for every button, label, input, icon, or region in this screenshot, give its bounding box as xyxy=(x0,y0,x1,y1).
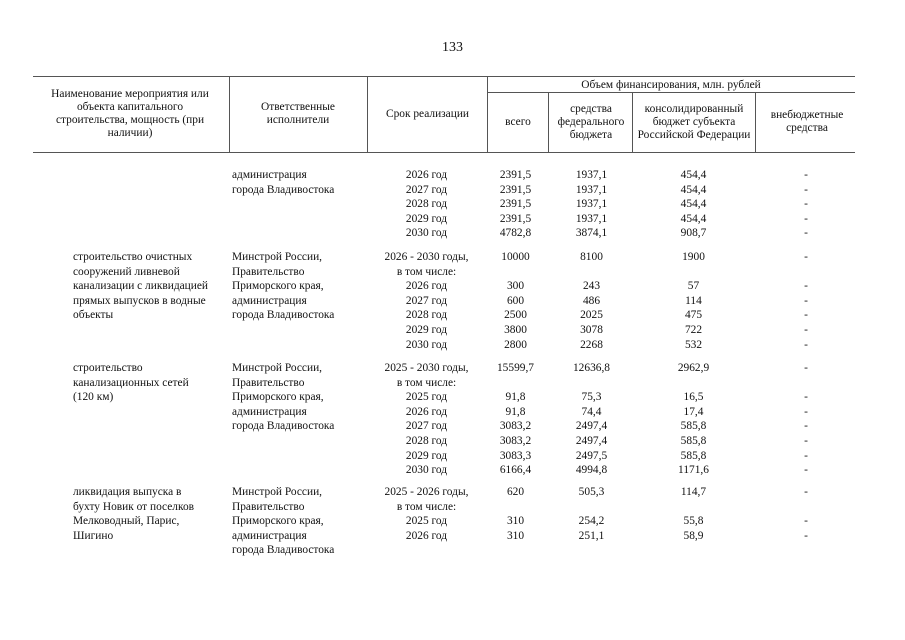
object-name-line: прямых выпусков в водные xyxy=(73,294,206,307)
federal-cell: 3874,1 xyxy=(575,227,608,240)
term-cell: 2029 год xyxy=(405,212,448,225)
consolidated-cell: 58,9 xyxy=(683,529,704,542)
federal-cell: 1937,1 xyxy=(575,198,608,211)
consolidated-cell: 57 xyxy=(687,280,700,293)
federal-cell: 3078 xyxy=(580,324,603,336)
col-divider-3 xyxy=(487,76,488,152)
federal-cell: 12636,8 xyxy=(572,362,611,374)
header-consolidated: консолидированный бюджет субъекта Российской Федерации xyxy=(637,102,751,141)
total-cell: 91,8 xyxy=(505,391,526,404)
extrabudget-cell: - xyxy=(804,464,808,477)
term-cell: 2027 год xyxy=(405,294,448,307)
col-divider-1 xyxy=(229,76,230,152)
federal-cell: 1937,1 xyxy=(575,183,608,196)
executor-line: Приморского края, xyxy=(232,515,324,528)
term-cell: в том числе: xyxy=(396,376,457,389)
term-cell: 2030 год xyxy=(405,227,448,240)
total-cell: 310 xyxy=(506,529,525,542)
header-federal: средства федерального бюджета xyxy=(557,102,625,141)
total-cell: 2391,5 xyxy=(499,212,532,225)
extrabudget-cell: - xyxy=(804,251,808,263)
executor-line: города Владивостока xyxy=(232,309,335,322)
term-cell: 2028 год xyxy=(405,198,448,211)
object-name-line: канализации с ликвидацией xyxy=(73,280,209,293)
extrabudget-cell: - xyxy=(804,391,808,404)
extrabudget-cell: - xyxy=(804,294,808,307)
consolidated-cell: 55,8 xyxy=(683,515,704,528)
header-extrabudget: внебюджетные средства xyxy=(770,109,844,134)
object-name-line: строительство очистных xyxy=(73,251,193,263)
consolidated-cell: 532 xyxy=(684,338,703,351)
total-cell: 2500 xyxy=(504,309,527,322)
total-cell: 15599,7 xyxy=(496,362,535,374)
federal-cell: 74,4 xyxy=(581,405,602,418)
executor-line: администрация xyxy=(232,169,307,181)
consolidated-cell: 114,7 xyxy=(680,486,707,498)
term-cell: 2025 - 2030 годы, xyxy=(384,362,469,374)
federal-cell: 75,3 xyxy=(581,391,602,404)
federal-cell: 251,1 xyxy=(578,529,605,542)
consolidated-cell: 585,8 xyxy=(680,420,707,433)
total-cell: 620 xyxy=(506,486,525,498)
federal-cell: 254,2 xyxy=(578,515,605,528)
header-name: Наименование мероприятия или объекта капитального строительства, мощность (при наличии) xyxy=(51,88,209,139)
consolidated-cell: 454,4 xyxy=(680,212,707,225)
extrabudget-cell: - xyxy=(804,324,808,336)
total-cell: 2391,5 xyxy=(499,183,532,196)
executor-line: администрация xyxy=(232,294,307,307)
object-name-line: сооружений ливневой xyxy=(73,265,180,278)
consolidated-cell: 1171,6 xyxy=(678,464,709,477)
executor-line: Правительство xyxy=(232,500,305,513)
extrabudget-cell: - xyxy=(804,529,808,542)
total-cell: 3083,3 xyxy=(499,449,532,462)
federal-cell: 2497,4 xyxy=(575,435,608,447)
executor-line: города Владивостока xyxy=(232,420,335,433)
object-name-line: бухту Новик от поселков xyxy=(73,500,195,513)
object-name-line: строительство xyxy=(73,362,143,374)
extrabudget-cell: - xyxy=(804,435,808,447)
total-cell: 3800 xyxy=(504,324,527,336)
extrabudget-cell: - xyxy=(804,486,808,498)
header-funding: Объем финансирования, млн. рублей xyxy=(581,78,761,91)
term-cell: в том числе: xyxy=(396,500,457,513)
term-cell: 2029 год xyxy=(405,449,448,462)
consolidated-cell: 585,8 xyxy=(680,449,707,462)
consolidated-cell: 17,4 xyxy=(683,405,704,418)
col-divider-2 xyxy=(367,76,368,152)
extrabudget-cell: - xyxy=(804,449,808,462)
object-name-line: Мелководный, Парис, xyxy=(73,515,180,528)
term-cell: 2027 год xyxy=(405,183,448,196)
total-cell: 91,8 xyxy=(505,405,526,418)
consolidated-cell: 1900 xyxy=(682,251,705,263)
executor-line: Правительство xyxy=(232,376,305,389)
executor-line: администрация xyxy=(232,405,307,418)
object-name-line: объекты xyxy=(73,309,114,322)
header-bottom-border xyxy=(33,152,855,153)
term-cell: 2025 год xyxy=(405,515,448,528)
term-cell: 2026 - 2030 годы, xyxy=(384,251,469,263)
executor-line: Минстрой России, xyxy=(232,486,323,498)
col-divider-6 xyxy=(755,92,756,152)
term-cell: 2030 год xyxy=(405,338,448,351)
executor-line: Приморского края, xyxy=(232,391,324,404)
term-cell: в том числе: xyxy=(396,265,457,278)
term-cell: 2028 год xyxy=(405,435,448,447)
consolidated-cell: 454,4 xyxy=(680,183,707,196)
total-cell: 3083,2 xyxy=(499,435,532,447)
extrabudget-cell: - xyxy=(804,362,808,374)
col-divider-4 xyxy=(548,92,549,152)
term-cell: 2026 год xyxy=(405,169,448,181)
extrabudget-cell: - xyxy=(804,515,808,528)
federal-cell: 486 xyxy=(582,294,601,307)
col-divider-5 xyxy=(632,92,633,152)
total-cell: 2391,5 xyxy=(499,198,532,211)
object-name-line: канализационных сетей xyxy=(73,376,189,389)
term-cell: 2029 год xyxy=(405,324,448,336)
term-cell: 2030 год xyxy=(405,464,448,477)
total-cell: 310 xyxy=(506,515,525,528)
federal-cell: 2025 xyxy=(580,309,603,322)
federal-cell: 2497,4 xyxy=(575,420,608,433)
page-number: 133 xyxy=(442,40,463,55)
term-cell: 2027 год xyxy=(405,420,448,433)
federal-cell: 2268 xyxy=(580,338,603,351)
extrabudget-cell: - xyxy=(804,169,808,181)
consolidated-cell: 16,5 xyxy=(683,391,704,404)
federal-cell: 243 xyxy=(582,280,601,293)
total-cell: 4782,8 xyxy=(499,227,532,240)
extrabudget-cell: - xyxy=(804,338,808,351)
term-cell: 2028 год xyxy=(405,309,448,322)
consolidated-cell: 454,4 xyxy=(680,198,707,211)
consolidated-cell: 114 xyxy=(685,294,702,307)
total-cell: 6166,4 xyxy=(499,464,532,477)
term-cell: 2026 год xyxy=(405,529,448,542)
extrabudget-cell: - xyxy=(804,309,808,322)
executor-line: Минстрой России, xyxy=(232,251,323,263)
executor-line: администрация xyxy=(232,529,307,542)
executor-line: города Владивостока xyxy=(232,544,335,557)
federal-cell: 4994,8 xyxy=(575,464,608,477)
consolidated-cell: 908,7 xyxy=(680,227,707,240)
header-total: всего xyxy=(505,115,531,128)
executor-line: Минстрой России, xyxy=(232,362,323,374)
executor-line: Приморского края, xyxy=(232,280,324,293)
executor-line: Правительство xyxy=(232,265,305,278)
header-executors: Ответственные исполнители xyxy=(261,101,335,126)
total-cell: 600 xyxy=(506,294,525,307)
consolidated-cell: 585,8 xyxy=(680,435,707,447)
extrabudget-cell: - xyxy=(804,280,808,293)
term-cell: 2026 год xyxy=(405,280,448,293)
total-cell: 2800 xyxy=(504,338,527,351)
header-top-border xyxy=(33,76,855,77)
term-cell: 2026 год xyxy=(405,405,448,418)
extrabudget-cell: - xyxy=(804,227,808,240)
object-name-line: ликвидация выпуска в xyxy=(73,486,182,498)
consolidated-cell: 475 xyxy=(684,309,703,322)
object-name-line: Шигино xyxy=(73,529,114,542)
funding-subheader-border xyxy=(487,92,855,93)
consolidated-cell: 722 xyxy=(684,324,703,336)
object-name-line: (120 км) xyxy=(73,391,114,404)
extrabudget-cell: - xyxy=(804,420,808,433)
extrabudget-cell: - xyxy=(804,212,808,225)
term-cell: 2025 год xyxy=(405,391,448,404)
header-term: Срок реализации xyxy=(385,107,470,120)
executor-line: города Владивостока xyxy=(232,183,335,196)
extrabudget-cell: - xyxy=(804,405,808,418)
consolidated-cell: 454,4 xyxy=(680,169,707,181)
consolidated-cell: 2962,9 xyxy=(677,362,710,374)
total-cell: 3083,2 xyxy=(499,420,532,433)
federal-cell: 1937,1 xyxy=(575,212,608,225)
federal-cell: 8100 xyxy=(580,251,603,263)
total-cell: 10000 xyxy=(501,251,530,263)
total-cell: 300 xyxy=(506,280,525,293)
federal-cell: 505,3 xyxy=(578,486,605,498)
total-cell: 2391,5 xyxy=(499,169,532,181)
federal-cell: 1937,1 xyxy=(575,169,608,181)
term-cell: 2025 - 2026 годы, xyxy=(384,486,469,498)
federal-cell: 2497,5 xyxy=(575,449,608,462)
extrabudget-cell: - xyxy=(804,183,808,196)
extrabudget-cell: - xyxy=(804,198,808,211)
